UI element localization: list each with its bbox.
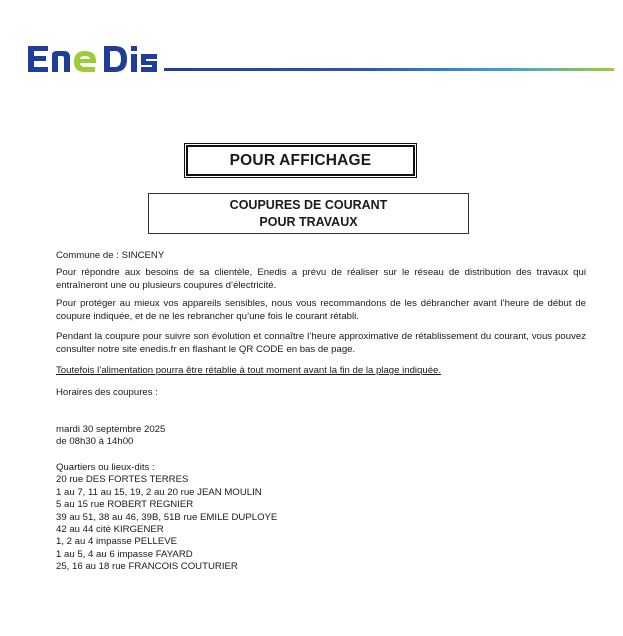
enedis-logo [26, 42, 160, 76]
commune-line: Commune de : SINCENY [56, 250, 165, 261]
title-box [148, 193, 469, 234]
pour-affichage-box [186, 145, 415, 176]
horaires-time: de 08h30 à 14h00 [56, 436, 134, 448]
list-item: 20 rue DES FORTES TERRES [56, 474, 189, 486]
horaires-date: mardi 30 septembre 2025 [56, 424, 166, 435]
horaires-label: Horaires des coupures : [56, 387, 158, 398]
list-item: 25, 16 au 18 rue FRANCOIS COUTURIER [56, 561, 238, 573]
paragraph-3: Pendant la coupure pour suivre son évolution et connaître l’heure approximative de rétablissement du courant, vous pouvez consulter notre site enedis.fr en flashant le QR CODE en bas de page. [56, 331, 586, 356]
list-item: 42 au 44 cité KIRGENER [56, 524, 164, 536]
warning-text: Toutefois l’alimentation pourra être rétablie à tout moment avant la fin de la plage indiquée. [56, 365, 442, 376]
list-item: 39 au 51, 38 au 46, 39B, 51B rue EMILE DUPLOYE [56, 511, 278, 523]
quartiers-label: Quartiers ou lieux-dits : [56, 462, 155, 473]
paragraph-2: Pour protéger au mieux vos appareils sensibles, nous vous recommandons de les débrancher avant l’heure de début de coupure indiquée, et de ne les rebrancher qu’une fois le courant rétabli. [56, 298, 586, 323]
list-item: 1 au 7, 11 au 15, 19, 2 au 20 rue JEAN MOULIN [56, 486, 262, 498]
horaires-block [56, 424, 165, 449]
title-line-1: COUPURES DE COURANT [229, 198, 388, 212]
brand-divider-line [164, 68, 614, 71]
title-line-2: POUR TRAVAUX [259, 215, 358, 229]
paragraph-1: Pour répondre aux besoins de sa clientèle, Enedis a prévu de réaliser sur le réseau de distribution des travaux qui entraîneront une ou plusieurs coupures d’électricité. [56, 267, 586, 292]
list-item: 1, 2 au 4 impasse PELLEVE [56, 536, 178, 548]
pour-affichage-label: POUR AFFICHAGE [229, 151, 372, 169]
list-item: 5 au 15 rue ROBERT REGNIER [56, 499, 194, 511]
quartiers-block [56, 462, 277, 574]
list-item: 1 au 5, 4 au 6 impasse FAYARD [56, 548, 193, 560]
